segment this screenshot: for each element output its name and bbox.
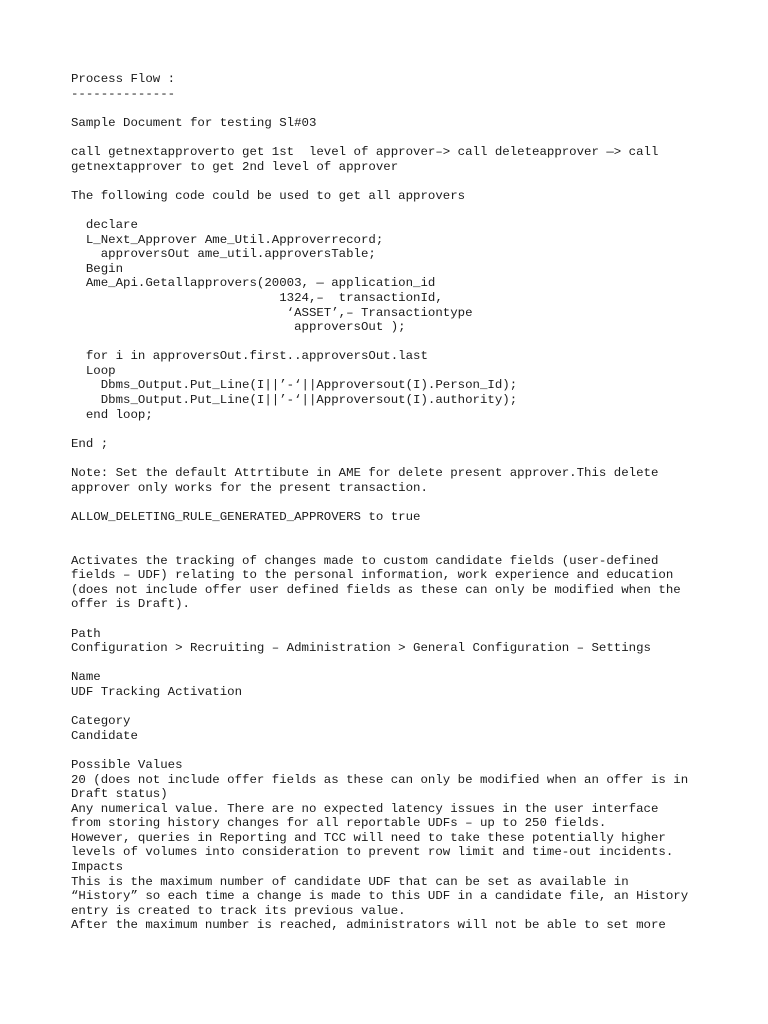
text-line: fields – UDF) relating to the personal information, work experience and education [71, 568, 674, 583]
text-line: L_Next_Approver Ame_Util.Approverrecord; [71, 232, 384, 247]
blank-line [71, 335, 711, 350]
text-line: However, queries in Reporting and TCC will need to take these potentially higher [71, 830, 666, 845]
text-line: Process Flow : [71, 72, 176, 86]
text-line: Category [71, 714, 131, 729]
text-line: end loop; [71, 407, 153, 422]
blank-line [71, 130, 711, 145]
text-line: UDF Tracking Activation [71, 684, 243, 699]
text-line: -------------- [71, 86, 176, 101]
text-line: After the maximum number is reached, administrators will not be able to set more [71, 918, 666, 933]
text-line: call getnextapproverto get 1st level of approver–> call deleteapprover —> call [71, 144, 659, 159]
text-line: Begin [71, 261, 124, 276]
text-line: Sample Document for testing Sl#03 [71, 115, 317, 130]
text-line: 20 (does not include offer fields as these can only be modified when an offer is in [71, 772, 689, 787]
text-line: End ; [71, 436, 109, 451]
text-line: Loop [71, 363, 116, 378]
text-line: entry is created to track its previous value. [71, 903, 406, 918]
text-line: from storing history changes for all reportable UDFs – up to 250 fields. [71, 816, 607, 831]
text-line: Configuration > Recruiting – Administration > General Configuration – Settings [71, 641, 651, 656]
text-line: Candidate [71, 728, 138, 743]
text-line: levels of volumes into consideration to prevent row limit and time-out incidents. [71, 845, 674, 860]
text-line: Name [71, 670, 101, 685]
text-line: declare [71, 217, 138, 232]
text-line: “History” so each time a change is made to this UDF in a candidate file, an History [71, 889, 689, 904]
document-page [71, 72, 711, 933]
text-line: approver only works for the present transaction. [71, 480, 428, 495]
text-line: The following code could be used to get all approvers [71, 188, 466, 203]
text-line: Possible Values [71, 757, 183, 772]
text-line: approversOut ame_util.approversTable; [71, 247, 376, 262]
text-line: Note: Set the default Attrtibute in AME for delete present approver.This delete [71, 466, 659, 481]
text-line: getnextapprover to get 2nd level of approver [71, 159, 399, 174]
text-line: Dbms_Output.Put_Line(I||’-‘||Approversout(I).authority); [71, 393, 518, 408]
text-line: This is the maximum number of candidate UDF that can be set as available in [71, 874, 629, 889]
text-line: offer is Draft). [71, 597, 190, 612]
text-line: Path [71, 626, 101, 641]
text-line: 1324,– transactionId, [71, 290, 443, 305]
blank-line [71, 174, 711, 189]
blank-line [71, 524, 711, 539]
text-line: ALLOW_DELETING_RULE_GENERATED_APPROVERS to true [71, 509, 421, 524]
blank-line [71, 700, 711, 715]
blank-line [71, 422, 711, 437]
blank-line [71, 743, 711, 758]
blank-line [71, 612, 711, 627]
text-line: Dbms_Output.Put_Line(I||’-‘||Approversout(I).Person_Id); [71, 378, 518, 393]
blank-line [71, 451, 711, 466]
blank-line [71, 539, 711, 554]
text-line: Impacts [71, 860, 124, 875]
text-line: Draft status) [71, 787, 168, 802]
blank-line [71, 495, 711, 510]
blank-line [71, 101, 711, 116]
text-line: approversOut ); [71, 320, 406, 335]
text-line: Activates the tracking of changes made to custom candidate fields (user-defined [71, 553, 659, 568]
text-line: ‘ASSET’,– Transactiontype [71, 305, 473, 320]
text-line: (does not include offer user defined fields as these can only be modified when the [71, 582, 681, 597]
blank-line [71, 203, 711, 218]
text-line: for i in approversOut.first..approversOut.last [71, 349, 428, 364]
blank-line [71, 656, 711, 671]
text-line: Any numerical value. There are no expected latency issues in the user interface [71, 801, 659, 816]
text-line: Ame_Api.Getallapprovers(20003, — application_id [71, 276, 436, 291]
